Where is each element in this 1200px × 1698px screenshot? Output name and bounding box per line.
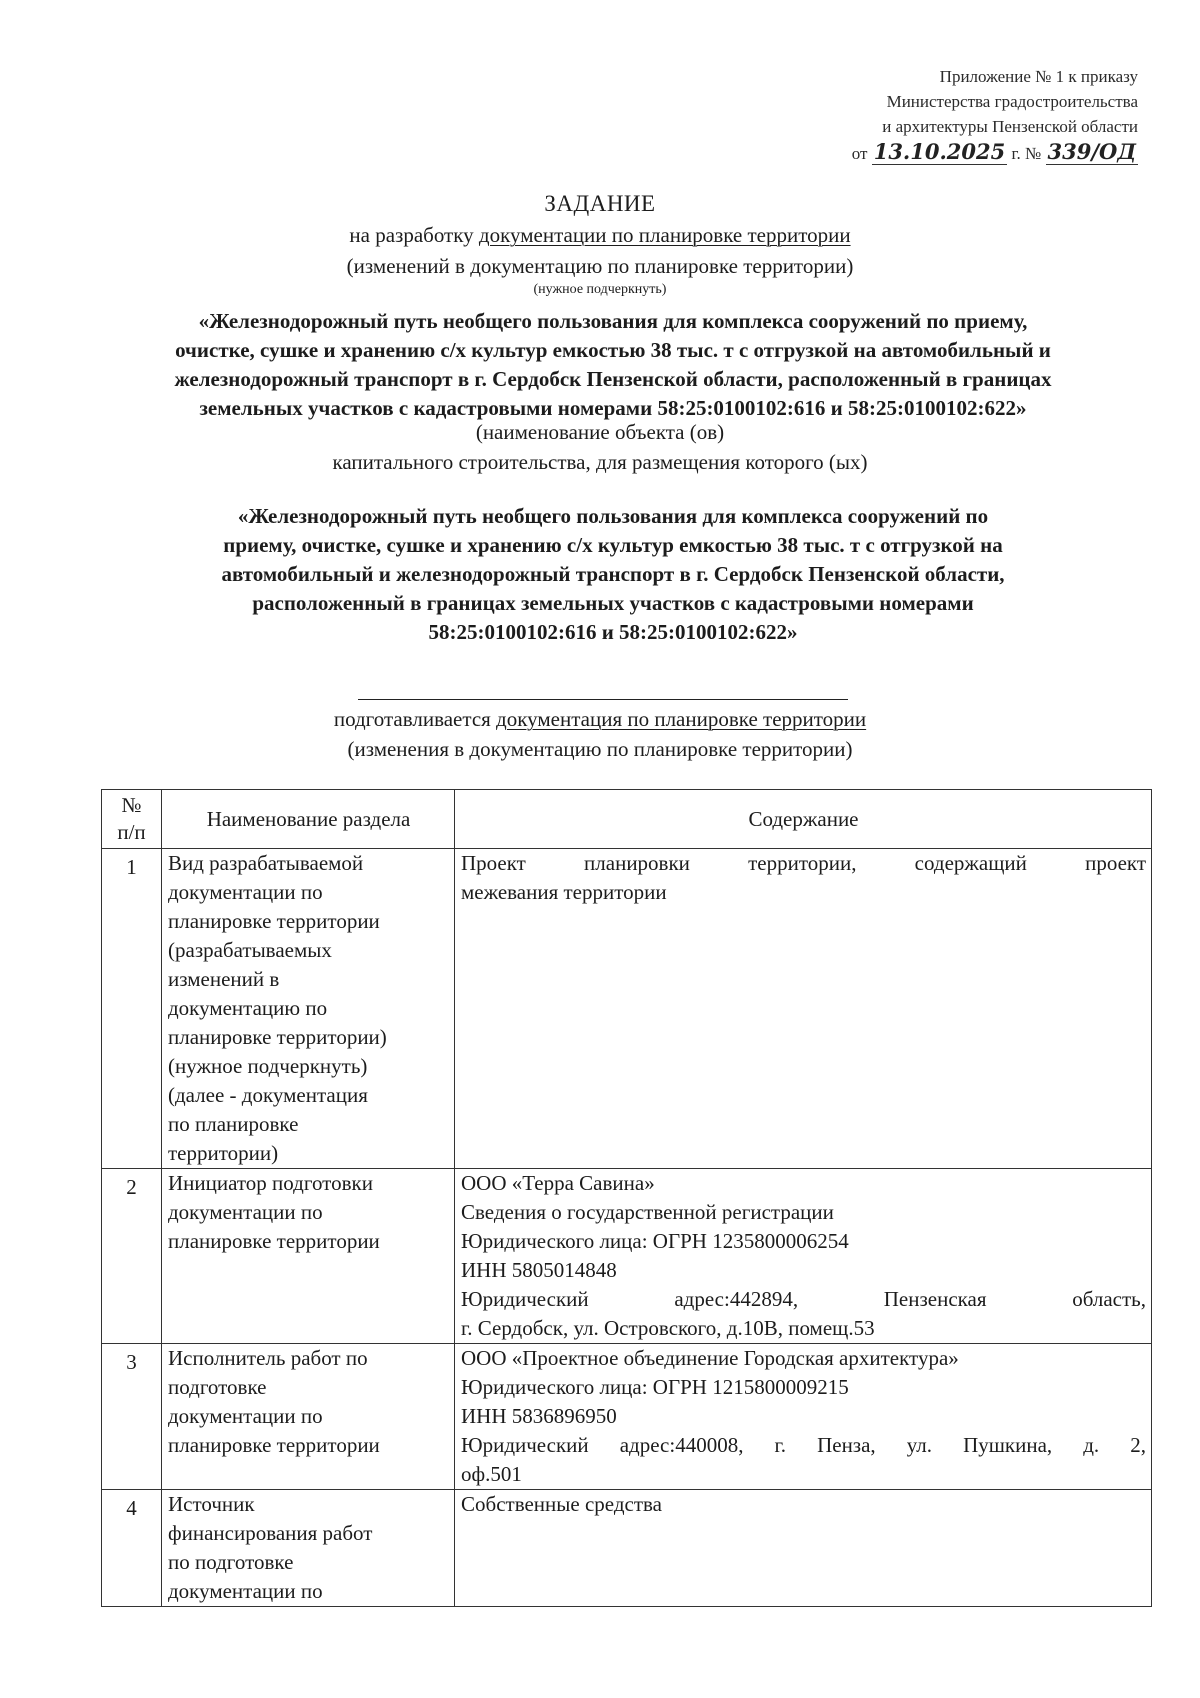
content-line: Проект планировки территории, содержащий проект: [461, 851, 1146, 875]
header-line-1-prefix: на разработку: [349, 223, 479, 247]
section-line: по подготовке: [168, 1550, 294, 1574]
row-number: 1: [102, 849, 162, 1169]
content-line: ИНН 5836896950: [461, 1404, 617, 1428]
row-number: 4: [102, 1490, 162, 1607]
table-row: [102, 1490, 1152, 1607]
row-content: [455, 849, 1152, 1169]
object-caption-1: (наименование объекта (ов): [475, 420, 725, 444]
section-line: планировке территории: [168, 909, 380, 933]
content-line: Юридического лица: ОГРН 1215800009215: [461, 1375, 849, 1399]
section-line: планировке территории: [168, 1229, 380, 1253]
prepared-underlined: документация по планировке территории: [496, 707, 867, 731]
section-line: Инициатор подготовки: [168, 1171, 373, 1195]
header-content-cell: Содержание: [455, 790, 1152, 849]
row-section: [162, 1344, 455, 1490]
appendix-number-label: г. №: [1011, 144, 1042, 163]
row-section: [162, 1490, 455, 1607]
table-header-row: [102, 790, 1152, 849]
row-content: [455, 1344, 1152, 1490]
header-section-cell: Наименование раздела: [162, 790, 455, 849]
section-line: документации по: [168, 1404, 323, 1428]
document-title: ЗАДАНИЕ: [544, 191, 656, 216]
content-line: оф.501: [461, 1462, 522, 1486]
header-hint: (нужное подчеркнуть): [533, 282, 667, 297]
appendix-line-3: и архитектуры Пензенской области: [882, 117, 1138, 136]
object-name-line-3: железнодорожный транспорт в г. Сердобск Пензенской области, расположенный в границах: [174, 367, 1052, 391]
section-line: изменений в: [168, 967, 280, 991]
section-line: Вид разрабатываемой: [168, 851, 364, 875]
appendix-date: 13.10.2025: [873, 139, 1006, 164]
content-line: Юридического лица: ОГРН 1235800006254: [461, 1229, 849, 1253]
prepared-prefix: подготавливается: [333, 707, 497, 731]
object-name-2-line-4: расположенный в границах земельных участков с кадастровыми номерами: [252, 591, 974, 615]
section-line: подготовке: [168, 1375, 267, 1399]
row-content: [455, 1169, 1152, 1344]
object-name-2-line-5: 58:25:0100102:616 и 58:25:0100102:622»: [428, 620, 798, 644]
content-line: Собственные средства: [461, 1492, 662, 1516]
section-line: документации по: [168, 1200, 323, 1224]
task-table: [101, 789, 1152, 1607]
object-name-2-line-2: приему, очистке, сушке и хранению с/х культур емкостью 38 тыс. т с отгрузкой на: [223, 533, 1003, 557]
appendix-block: [760, 64, 1138, 166]
content-line: Юридический адрес:442894, Пензенская область,: [461, 1287, 1146, 1311]
content-line: ООО «Проектное объединение Городская архитектура»: [461, 1346, 959, 1370]
table-row: [102, 1169, 1152, 1344]
section-line: по планировке: [168, 1112, 299, 1136]
object-caption-2: капитального строительства, для размещения которого (ых): [332, 450, 868, 474]
row-section: [162, 1169, 455, 1344]
section-line: территории): [168, 1141, 279, 1165]
object-name-line-1: «Железнодорожный путь необщего пользования для комплекса сооружений по приему,: [198, 309, 1028, 333]
header-num-line-2: п/п: [117, 820, 146, 844]
table-row: [102, 849, 1152, 1169]
table-row: [102, 1344, 1152, 1490]
content-line: межевания территории: [461, 880, 667, 904]
object-name-2-line-3: автомобильный и железнодорожный транспорт в г. Сердобск Пензенской области,: [221, 562, 1005, 586]
header-num-cell: [102, 790, 162, 849]
header-line-1: [100, 219, 1100, 251]
header-line-2: (изменений в документацию по планировке территории): [346, 254, 854, 278]
appendix-line-1: Приложение № 1 к приказу: [939, 67, 1138, 86]
appendix-date-line: [760, 139, 1138, 166]
section-line: документации по: [168, 1579, 323, 1603]
section-line: документации по: [168, 880, 323, 904]
row-section: [162, 849, 455, 1169]
content-line: Сведения о государственной регистрации: [461, 1200, 834, 1224]
object-name-line-2: очистке, сушке и хранению с/х культур емкостью 38 тыс. т с отгрузкой на автомобильный и: [175, 338, 1051, 362]
section-line: планировке территории): [168, 1025, 387, 1049]
object-name-line-4: земельных участков с кадастровыми номерами 58:25:0100102:616 и 58:25:0100102:622»: [199, 396, 1027, 420]
section-line: Исполнитель работ по: [168, 1346, 368, 1370]
section-line: планировке территории: [168, 1433, 380, 1457]
object-name-2-line-1: «Железнодорожный путь необщего пользования для комплекса сооружений по: [237, 504, 989, 528]
section-line: (разрабатываемых: [168, 938, 332, 962]
content-line: Юридический адрес:440008, г. Пенза, ул. Пушкина, д. 2,: [461, 1433, 1146, 1457]
section-line: финансирования работ: [168, 1521, 373, 1545]
content-line: ИНН 5805014848: [461, 1258, 617, 1282]
row-number: 2: [102, 1169, 162, 1344]
prepared-line-2: (изменения в документацию по планировке территории): [347, 737, 853, 761]
section-line: (нужное подчеркнуть): [168, 1054, 368, 1078]
prepared-line-1: [100, 703, 1100, 735]
appendix-from-label: от: [851, 144, 868, 163]
header-line-1-underlined: документации по планировке территории: [478, 223, 851, 247]
appendix-line-2: Министерства градостроительства: [886, 92, 1138, 111]
appendix-number: 339/ОД: [1047, 139, 1136, 164]
separator-line: [358, 699, 848, 700]
section-line: (далее - документация: [168, 1083, 368, 1107]
header-num-line-1: №: [121, 793, 142, 817]
object-name-block: [124, 307, 1102, 423]
object-name-2-block: [124, 502, 1102, 647]
section-line: Источник: [168, 1492, 255, 1516]
content-line: ООО «Терра Савина»: [461, 1171, 655, 1195]
section-line: документацию по: [168, 996, 328, 1020]
row-content: [455, 1490, 1152, 1607]
content-line: г. Сердобск, ул. Островского, д.10В, помещ.53: [461, 1316, 875, 1340]
row-number: 3: [102, 1344, 162, 1490]
